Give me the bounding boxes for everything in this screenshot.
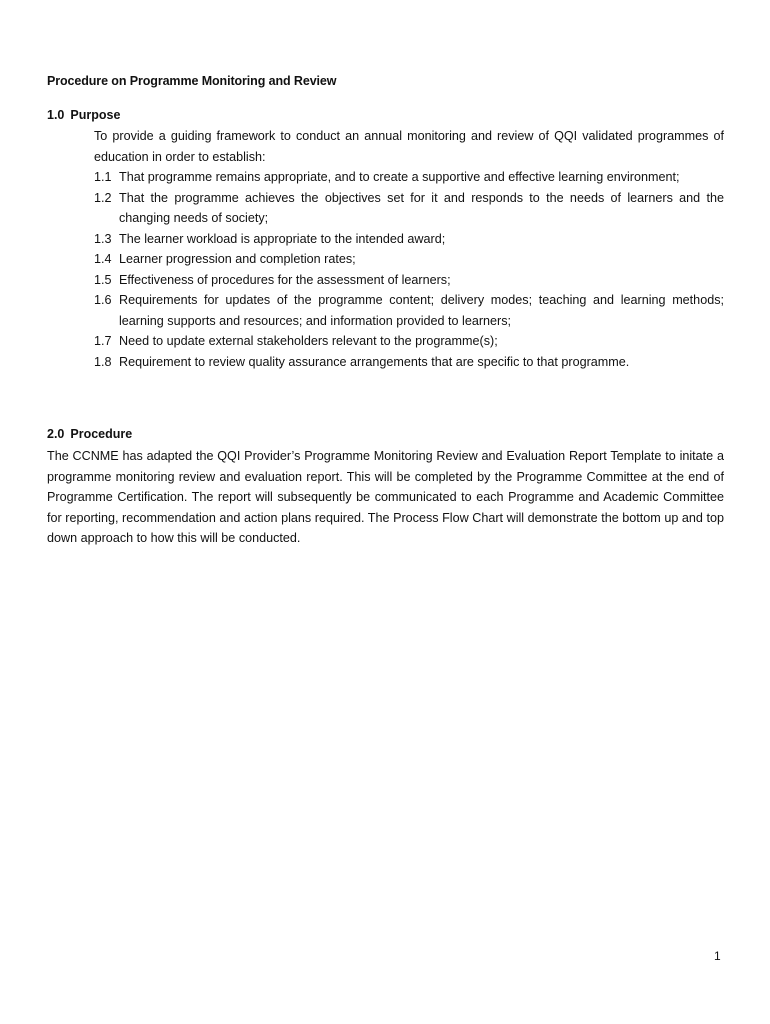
list-item-text: That programme remains appropriate, and to create a supportive and effective learning environment; [119,170,680,184]
list-item [94,167,724,188]
list-item [94,188,724,229]
list-item [94,229,724,250]
list-item-text: Learner progression and completion rates; [119,252,356,266]
list-item-number: 1.3 [94,231,112,246]
list-item [94,249,724,270]
list-item-text: That the programme achieves the objectives set for it and responds to the needs of learners and the changing needs of society; [119,190,724,225]
list-item-text: Requirements for updates of the programme content; delivery modes; teaching and learning methods; learning supports and resources; and information provided to learners; [119,293,724,328]
list-item-number: 1.4 [94,252,112,266]
procedure-section-title: Procedure [70,427,133,441]
list-item [94,352,724,373]
list-item-text: Requirement to review quality assurance arrangements that are specific to that programme. [119,354,630,369]
document-title: Procedure on Programme Monitoring and Review [47,74,337,88]
list-item-number: 1.1 [94,170,112,184]
purpose-list [94,167,724,372]
page-number: 1 [714,949,721,963]
purpose-intro-paragraph: To provide a guiding framework to conduct an annual monitoring and review of QQI validated programmes of education in order to establish: [94,129,724,164]
list-item [94,270,724,291]
purpose-section-title: Purpose [70,108,121,122]
list-item-number: 1.2 [94,190,112,205]
list-item-number: 1.8 [94,354,112,369]
list-item-text: Need to update external stakeholders relevant to the programme(s); [119,334,498,348]
purpose-heading [47,108,120,122]
procedure-paragraph: The CCNME has adapted the QQI Provider’s Programme Monitoring Review and Evaluation Report Template to initate a programme monitoring review and evaluation report. This will be completed by the Programme Committee at the end of Programme Certification. The report will subsequently be communicated to each Programme and Academic Committee for reporting, recommendation and action plans required. The Process Flow Chart will demonstrate the bottom up and top down approach to how this will be conducted. [47,449,724,545]
list-item-number: 1.5 [94,272,112,287]
list-item-number: 1.6 [94,293,112,307]
list-item [94,290,724,331]
procedure-heading [47,427,132,441]
list-item-number: 1.7 [94,334,112,348]
purpose-section-number: 1.0 [47,108,65,122]
list-item-text: The learner workload is appropriate to the intended award; [119,231,446,246]
list-item-text: Effectiveness of procedures for the assessment of learners; [119,272,451,287]
procedure-section-number: 2.0 [47,427,65,441]
list-item [94,331,724,352]
